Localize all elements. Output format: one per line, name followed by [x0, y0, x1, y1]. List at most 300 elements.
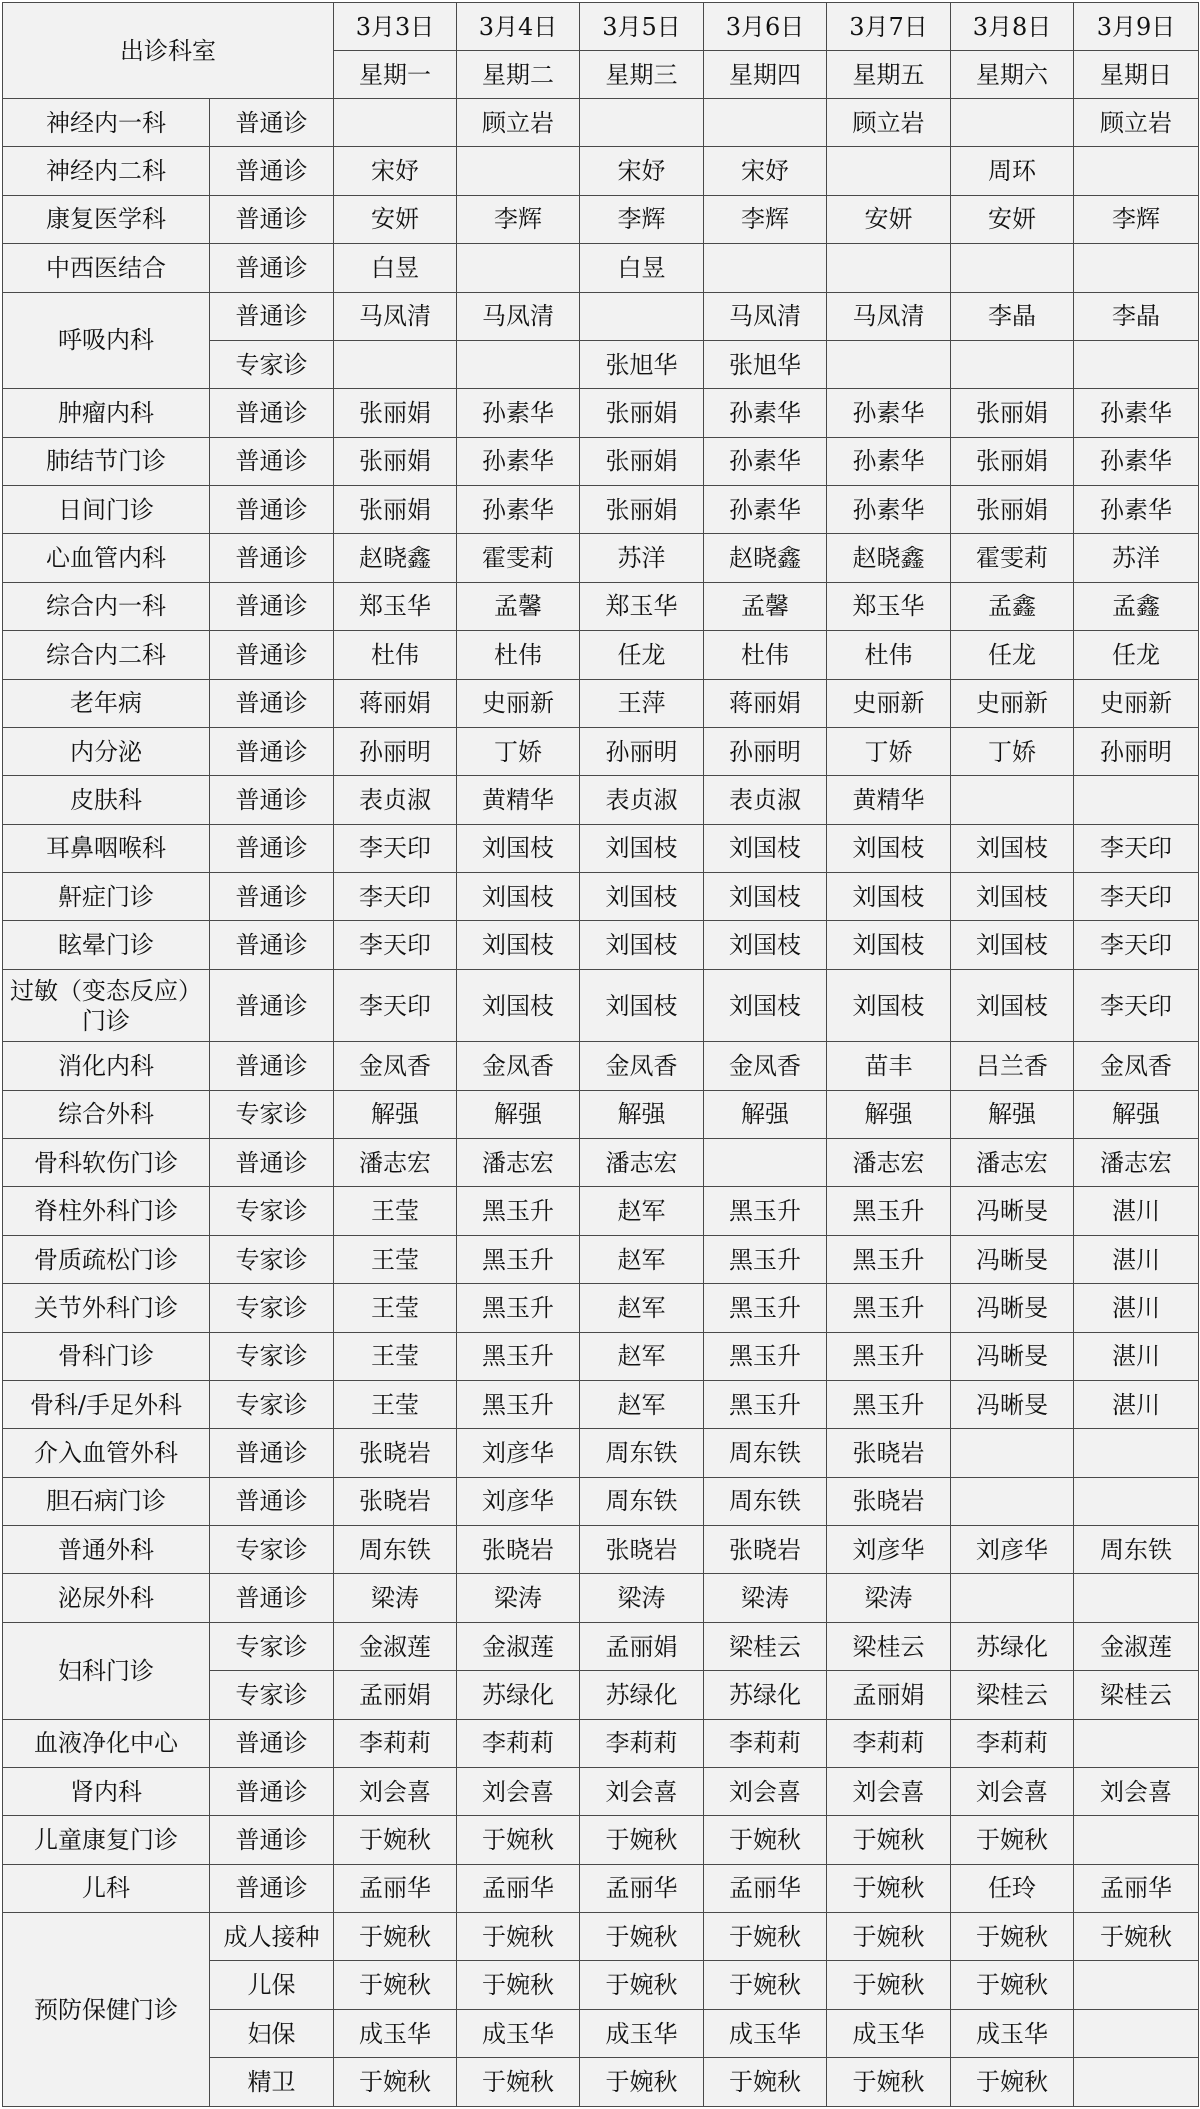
- doctor-cell: [457, 147, 580, 195]
- doctor-cell: 孟丽华: [334, 1864, 457, 1912]
- doctor-cell: 于婉秋: [704, 1913, 827, 1961]
- doctor-cell: 刘彦华: [457, 1429, 580, 1477]
- schedule-row: [3, 1767, 1199, 1815]
- doctor-cell: 张晓岩: [457, 1526, 580, 1574]
- clinic-type-cell: 普通诊: [210, 1139, 334, 1187]
- doctor-cell: 张旭华: [580, 340, 704, 388]
- clinic-type-cell: 专家诊: [210, 1090, 334, 1138]
- doctor-cell: 孙素华: [827, 486, 951, 534]
- doctor-cell: 孙素华: [704, 486, 827, 534]
- doctor-cell: [1074, 1429, 1199, 1477]
- doctor-cell: 张晓岩: [334, 1477, 457, 1525]
- doctor-cell: 苏洋: [1074, 534, 1199, 582]
- doctor-cell: 李天印: [334, 969, 457, 1042]
- schedule-row: [3, 679, 1199, 727]
- doctor-cell: 金淑莲: [1074, 1622, 1199, 1670]
- schedule-row: [3, 292, 1199, 340]
- doctor-cell: [1074, 1477, 1199, 1525]
- clinic-type-cell: 专家诊: [210, 1235, 334, 1283]
- doctor-cell: 宋妤: [580, 147, 704, 195]
- doctor-cell: 刘国枝: [951, 824, 1074, 872]
- doctor-cell: 于婉秋: [580, 1913, 704, 1961]
- doctor-cell: 周东铁: [580, 1477, 704, 1525]
- department-cell: 神经内一科: [3, 99, 210, 147]
- doctor-cell: 孟丽华: [580, 1864, 704, 1912]
- doctor-cell: [827, 244, 951, 292]
- doctor-cell: 黑玉升: [704, 1380, 827, 1428]
- doctor-cell: [334, 340, 457, 388]
- doctor-cell: 表贞淑: [704, 776, 827, 824]
- clinic-type-cell: 普通诊: [210, 921, 334, 969]
- doctor-cell: 孙丽明: [580, 727, 704, 775]
- doctor-cell: 刘国枝: [951, 921, 1074, 969]
- doctor-cell: 于婉秋: [457, 2058, 580, 2107]
- doctor-cell: 于婉秋: [457, 1961, 580, 2009]
- doctor-cell: 成玉华: [827, 2009, 951, 2057]
- doctor-cell: 蒋丽娟: [334, 679, 457, 727]
- doctor-cell: 任龙: [951, 631, 1074, 679]
- department-cell: 综合内二科: [3, 631, 210, 679]
- doctor-cell: 黑玉升: [704, 1332, 827, 1380]
- doctor-cell: 黑玉升: [827, 1187, 951, 1235]
- doctor-cell: 于婉秋: [951, 1961, 1074, 2009]
- doctor-cell: 白昱: [580, 244, 704, 292]
- doctor-cell: 张丽娟: [334, 437, 457, 485]
- doctor-cell: 冯晰旻: [951, 1332, 1074, 1380]
- doctor-cell: 成玉华: [951, 2009, 1074, 2057]
- doctor-cell: 赵晓鑫: [334, 534, 457, 582]
- clinic-type-cell: 专家诊: [210, 1622, 334, 1670]
- doctor-cell: 冯晰旻: [951, 1284, 1074, 1332]
- doctor-cell: 成玉华: [704, 2009, 827, 2057]
- doctor-cell: 周东铁: [334, 1526, 457, 1574]
- doctor-cell: 湛川: [1074, 1332, 1199, 1380]
- doctor-cell: 张晓岩: [580, 1526, 704, 1574]
- doctor-cell: 成玉华: [580, 2009, 704, 2057]
- doctor-cell: 潘志宏: [827, 1139, 951, 1187]
- weekday-header: 星期一: [334, 51, 457, 99]
- doctor-cell: 潘志宏: [1074, 1139, 1199, 1187]
- doctor-cell: 蒋丽娟: [704, 679, 827, 727]
- doctor-cell: 孙素华: [827, 389, 951, 437]
- doctor-cell: 刘国枝: [704, 824, 827, 872]
- doctor-cell: 任龙: [1074, 631, 1199, 679]
- doctor-cell: 张晓岩: [334, 1429, 457, 1477]
- doctor-cell: 潘志宏: [951, 1139, 1074, 1187]
- doctor-cell: 金凤香: [1074, 1042, 1199, 1090]
- doctor-cell: [951, 99, 1074, 147]
- doctor-cell: 安妍: [334, 195, 457, 243]
- doctor-cell: 黑玉升: [457, 1284, 580, 1332]
- doctor-cell: 刘国枝: [580, 921, 704, 969]
- doctor-cell: 刘国枝: [580, 969, 704, 1042]
- doctor-cell: 孟丽娟: [580, 1622, 704, 1670]
- schedule-row: [3, 1332, 1199, 1380]
- doctor-cell: [1074, 1816, 1199, 1864]
- department-cell: 肾内科: [3, 1767, 210, 1815]
- doctor-cell: 于婉秋: [457, 1816, 580, 1864]
- doctor-cell: [951, 1429, 1074, 1477]
- department-cell: 脊柱外科门诊: [3, 1187, 210, 1235]
- doctor-cell: 孟丽娟: [334, 1671, 457, 1719]
- doctor-cell: 李莉莉: [827, 1719, 951, 1767]
- schedule-row: [3, 486, 1199, 534]
- department-cell: 鼾症门诊: [3, 873, 210, 921]
- doctor-cell: [951, 776, 1074, 824]
- doctor-cell: 孙丽明: [704, 727, 827, 775]
- department-cell: 妇科门诊: [3, 1622, 210, 1719]
- doctor-cell: 于婉秋: [334, 1913, 457, 1961]
- doctor-cell: 李天印: [1074, 921, 1199, 969]
- doctor-cell: [1074, 1961, 1199, 2009]
- doctor-cell: 宋妤: [704, 147, 827, 195]
- doctor-cell: 潘志宏: [457, 1139, 580, 1187]
- doctor-cell: 周东铁: [1074, 1526, 1199, 1574]
- doctor-cell: 梁桂云: [1074, 1671, 1199, 1719]
- doctor-cell: 郑玉华: [334, 582, 457, 630]
- doctor-cell: 解强: [580, 1090, 704, 1138]
- department-cell: 呼吸内科: [3, 292, 210, 389]
- clinic-type-cell: 普通诊: [210, 1477, 334, 1525]
- schedule-row: [3, 437, 1199, 485]
- doctor-cell: 刘会喜: [827, 1767, 951, 1815]
- date-header: 3月6日: [704, 3, 827, 51]
- doctor-cell: 于婉秋: [704, 1961, 827, 2009]
- doctor-cell: 史丽新: [951, 679, 1074, 727]
- doctor-cell: 梁涛: [827, 1574, 951, 1622]
- schedule-row: [3, 824, 1199, 872]
- schedule-row: [3, 1284, 1199, 1332]
- department-cell: 眩晕门诊: [3, 921, 210, 969]
- clinic-type-cell: 精卫: [210, 2058, 334, 2107]
- doctor-cell: 金凤香: [457, 1042, 580, 1090]
- doctor-cell: 赵晓鑫: [704, 534, 827, 582]
- doctor-cell: 张丽娟: [580, 389, 704, 437]
- clinic-type-cell: 普通诊: [210, 244, 334, 292]
- doctor-cell: 冯晰旻: [951, 1235, 1074, 1283]
- doctor-cell: 张丽娟: [334, 389, 457, 437]
- doctor-cell: 潘志宏: [580, 1139, 704, 1187]
- doctor-cell: 赵军: [580, 1284, 704, 1332]
- doctor-cell: 张丽娟: [580, 437, 704, 485]
- doctor-cell: 黑玉升: [827, 1284, 951, 1332]
- schedule-row: [3, 873, 1199, 921]
- doctor-cell: [334, 99, 457, 147]
- doctor-cell: 解强: [457, 1090, 580, 1138]
- department-cell: 预防保健门诊: [3, 1913, 210, 2107]
- date-header: 3月8日: [951, 3, 1074, 51]
- department-cell: 胆石病门诊: [3, 1477, 210, 1525]
- doctor-cell: 孟丽华: [457, 1864, 580, 1912]
- doctor-cell: 霍雯莉: [951, 534, 1074, 582]
- department-cell: 皮肤科: [3, 776, 210, 824]
- doctor-cell: 马凤清: [704, 292, 827, 340]
- doctor-cell: 苏绿化: [951, 1622, 1074, 1670]
- clinic-type-cell: 普通诊: [210, 437, 334, 485]
- department-cell: 骨质疏松门诊: [3, 1235, 210, 1283]
- clinic-type-cell: 专家诊: [210, 1526, 334, 1574]
- doctor-cell: 刘会喜: [1074, 1767, 1199, 1815]
- doctor-cell: 马凤清: [457, 292, 580, 340]
- doctor-cell: 周东铁: [704, 1477, 827, 1525]
- doctor-cell: 霍雯莉: [457, 534, 580, 582]
- doctor-cell: [827, 147, 951, 195]
- doctor-cell: 王莹: [334, 1380, 457, 1428]
- doctor-cell: 金淑莲: [334, 1622, 457, 1670]
- doctor-cell: 刘会喜: [951, 1767, 1074, 1815]
- department-cell: 日间门诊: [3, 486, 210, 534]
- clinic-type-cell: 普通诊: [210, 582, 334, 630]
- weekday-header: 星期日: [1074, 51, 1199, 99]
- doctor-cell: 湛川: [1074, 1187, 1199, 1235]
- doctor-cell: 黄精华: [827, 776, 951, 824]
- doctor-cell: 于婉秋: [827, 1816, 951, 1864]
- doctor-cell: [704, 1139, 827, 1187]
- weekday-header: 星期四: [704, 51, 827, 99]
- doctor-cell: 湛川: [1074, 1380, 1199, 1428]
- doctor-cell: 王莹: [334, 1332, 457, 1380]
- doctor-cell: 刘国枝: [951, 969, 1074, 1042]
- doctor-cell: 孙素华: [457, 389, 580, 437]
- doctor-cell: 刘彦华: [951, 1526, 1074, 1574]
- doctor-cell: 王莹: [334, 1187, 457, 1235]
- department-cell: 骨科门诊: [3, 1332, 210, 1380]
- doctor-cell: 孟丽华: [1074, 1864, 1199, 1912]
- doctor-cell: 梁涛: [580, 1574, 704, 1622]
- schedule-row: [3, 1187, 1199, 1235]
- doctor-cell: 孙素华: [457, 486, 580, 534]
- schedule-row: [3, 1913, 1199, 1961]
- clinic-type-cell: 普通诊: [210, 99, 334, 147]
- doctor-cell: 金淑莲: [457, 1622, 580, 1670]
- doctor-cell: 黑玉升: [704, 1187, 827, 1235]
- schedule-row: [3, 1090, 1199, 1138]
- clinic-type-cell: 普通诊: [210, 824, 334, 872]
- doctor-cell: 张丽娟: [334, 486, 457, 534]
- doctor-cell: 黑玉升: [827, 1380, 951, 1428]
- department-cell: 骨科软伤门诊: [3, 1139, 210, 1187]
- doctor-cell: 孙丽明: [334, 727, 457, 775]
- doctor-cell: 张丽娟: [580, 486, 704, 534]
- department-cell: 肿瘤内科: [3, 389, 210, 437]
- schedule-row: [3, 147, 1199, 195]
- doctor-cell: 马凤清: [334, 292, 457, 340]
- doctor-cell: [1074, 2009, 1199, 2057]
- schedule-row: [3, 1719, 1199, 1767]
- doctor-cell: 表贞淑: [334, 776, 457, 824]
- date-header: 3月4日: [457, 3, 580, 51]
- doctor-cell: 李辉: [704, 195, 827, 243]
- doctor-cell: 苏绿化: [457, 1671, 580, 1719]
- doctor-cell: [951, 1477, 1074, 1525]
- doctor-cell: 张丽娟: [951, 486, 1074, 534]
- doctor-cell: [580, 292, 704, 340]
- doctor-cell: 于婉秋: [580, 2058, 704, 2107]
- doctor-cell: 李辉: [457, 195, 580, 243]
- date-header: 3月7日: [827, 3, 951, 51]
- doctor-cell: 宋妤: [334, 147, 457, 195]
- doctor-cell: 于婉秋: [334, 1816, 457, 1864]
- doctor-cell: [457, 340, 580, 388]
- department-cell: 普通外科: [3, 1526, 210, 1574]
- doctor-cell: 于婉秋: [334, 1961, 457, 2009]
- clinic-type-cell: 普通诊: [210, 486, 334, 534]
- schedule-row: [3, 534, 1199, 582]
- doctor-cell: 孙丽明: [1074, 727, 1199, 775]
- doctor-cell: 丁娇: [951, 727, 1074, 775]
- doctor-cell: 刘会喜: [457, 1767, 580, 1815]
- doctor-cell: 苗丰: [827, 1042, 951, 1090]
- doctor-cell: 王莹: [334, 1235, 457, 1283]
- doctor-cell: 李莉莉: [334, 1719, 457, 1767]
- doctor-cell: 刘国枝: [951, 873, 1074, 921]
- doctor-cell: 刘国枝: [457, 969, 580, 1042]
- schedule-row: [3, 727, 1199, 775]
- schedule-row: [3, 1235, 1199, 1283]
- doctor-cell: 刘彦华: [827, 1526, 951, 1574]
- department-cell: 儿科: [3, 1864, 210, 1912]
- doctor-cell: 郑玉华: [827, 582, 951, 630]
- doctor-cell: 刘国枝: [704, 969, 827, 1042]
- doctor-cell: 史丽新: [457, 679, 580, 727]
- doctor-cell: [1074, 147, 1199, 195]
- schedule-row: [3, 389, 1199, 437]
- doctor-cell: 于婉秋: [1074, 1913, 1199, 1961]
- schedule-row: [3, 1429, 1199, 1477]
- doctor-cell: [704, 244, 827, 292]
- department-cell: 肺结节门诊: [3, 437, 210, 485]
- clinic-type-cell: 普通诊: [210, 1429, 334, 1477]
- doctor-cell: 梁桂云: [951, 1671, 1074, 1719]
- doctor-cell: 孟丽华: [704, 1864, 827, 1912]
- doctor-cell: 赵晓鑫: [827, 534, 951, 582]
- doctor-cell: 黑玉升: [457, 1235, 580, 1283]
- clinic-type-cell: 儿保: [210, 1961, 334, 2009]
- schedule-row: [3, 195, 1199, 243]
- schedule-row: [3, 1622, 1199, 1670]
- department-cell: 综合外科: [3, 1090, 210, 1138]
- department-cell: 心血管内科: [3, 534, 210, 582]
- doctor-cell: 黑玉升: [457, 1187, 580, 1235]
- doctor-cell: 潘志宏: [334, 1139, 457, 1187]
- doctor-cell: 张丽娟: [951, 389, 1074, 437]
- department-cell: 骨科/手足外科: [3, 1380, 210, 1428]
- doctor-cell: 孙素华: [1074, 389, 1199, 437]
- doctor-cell: 任龙: [580, 631, 704, 679]
- doctor-cell: 刘会喜: [704, 1767, 827, 1815]
- schedule-row: [3, 244, 1199, 292]
- clinic-type-cell: 普通诊: [210, 292, 334, 340]
- doctor-cell: 孙素华: [704, 437, 827, 485]
- clinic-type-cell: 专家诊: [210, 1187, 334, 1235]
- doctor-cell: [457, 244, 580, 292]
- doctor-cell: 刘国枝: [457, 921, 580, 969]
- clinic-type-cell: 专家诊: [210, 1284, 334, 1332]
- schedule-row: [3, 1139, 1199, 1187]
- doctor-cell: 赵军: [580, 1332, 704, 1380]
- doctor-cell: 刘彦华: [457, 1477, 580, 1525]
- doctor-cell: 解强: [334, 1090, 457, 1138]
- clinic-type-cell: 妇保: [210, 2009, 334, 2057]
- doctor-cell: 顾立岩: [457, 99, 580, 147]
- doctor-cell: 孙素华: [1074, 486, 1199, 534]
- doctor-cell: 于婉秋: [704, 2058, 827, 2107]
- doctor-cell: [951, 1574, 1074, 1622]
- doctor-cell: 于婉秋: [580, 1961, 704, 2009]
- doctor-cell: 梁桂云: [704, 1622, 827, 1670]
- doctor-cell: 孟馨: [457, 582, 580, 630]
- doctor-cell: 黑玉升: [704, 1284, 827, 1332]
- department-cell: 老年病: [3, 679, 210, 727]
- doctor-cell: [704, 99, 827, 147]
- doctor-cell: 苏绿化: [704, 1671, 827, 1719]
- clinic-type-cell: 普通诊: [210, 1864, 334, 1912]
- doctor-cell: 刘国枝: [827, 873, 951, 921]
- doctor-cell: 李天印: [334, 824, 457, 872]
- doctor-cell: 孟馨: [704, 582, 827, 630]
- doctor-cell: 梁涛: [457, 1574, 580, 1622]
- department-cell: 过敏（变态反应）门诊: [3, 969, 210, 1042]
- doctor-cell: 梁涛: [704, 1574, 827, 1622]
- doctor-cell: 马凤清: [827, 292, 951, 340]
- doctor-cell: 刘国枝: [704, 921, 827, 969]
- doctor-cell: 于婉秋: [951, 1816, 1074, 1864]
- doctor-cell: 刘国枝: [827, 969, 951, 1042]
- schedule-row: [3, 99, 1199, 147]
- date-header: 3月3日: [334, 3, 457, 51]
- clinic-type-cell: 普通诊: [210, 631, 334, 679]
- doctor-cell: 黑玉升: [827, 1235, 951, 1283]
- doctor-cell: 孙素华: [827, 437, 951, 485]
- doctor-cell: [1074, 244, 1199, 292]
- department-cell: 内分泌: [3, 727, 210, 775]
- doctor-cell: 杜伟: [334, 631, 457, 679]
- doctor-cell: 李天印: [334, 921, 457, 969]
- clinic-type-cell: 普通诊: [210, 727, 334, 775]
- schedule-row: [3, 1042, 1199, 1090]
- doctor-cell: 解强: [827, 1090, 951, 1138]
- doctor-cell: 黑玉升: [704, 1235, 827, 1283]
- doctor-cell: 刘国枝: [580, 824, 704, 872]
- doctor-cell: 于婉秋: [827, 1913, 951, 1961]
- schedule-row: [3, 1526, 1199, 1574]
- department-cell: 消化内科: [3, 1042, 210, 1090]
- schedule-row: [3, 582, 1199, 630]
- doctor-cell: 黑玉升: [827, 1332, 951, 1380]
- doctor-cell: 湛川: [1074, 1235, 1199, 1283]
- doctor-cell: 解强: [951, 1090, 1074, 1138]
- clinic-type-cell: 普通诊: [210, 1816, 334, 1864]
- doctor-cell: 史丽新: [1074, 679, 1199, 727]
- doctor-cell: 冯晰旻: [951, 1187, 1074, 1235]
- doctor-cell: 郑玉华: [580, 582, 704, 630]
- doctor-cell: 于婉秋: [827, 1864, 951, 1912]
- department-cell: 泌尿外科: [3, 1574, 210, 1622]
- clinic-type-cell: 普通诊: [210, 534, 334, 582]
- doctor-cell: 周东铁: [580, 1429, 704, 1477]
- doctor-cell: 于婉秋: [951, 2058, 1074, 2107]
- doctor-cell: 孙素华: [704, 389, 827, 437]
- doctor-cell: 金凤香: [334, 1042, 457, 1090]
- doctor-cell: 安妍: [951, 195, 1074, 243]
- department-cell: 关节外科门诊: [3, 1284, 210, 1332]
- doctor-cell: 解强: [1074, 1090, 1199, 1138]
- doctor-cell: 张晓岩: [704, 1526, 827, 1574]
- doctor-cell: 张丽娟: [951, 437, 1074, 485]
- doctor-cell: [951, 340, 1074, 388]
- schedule-row: [3, 1574, 1199, 1622]
- clinic-type-cell: 普通诊: [210, 389, 334, 437]
